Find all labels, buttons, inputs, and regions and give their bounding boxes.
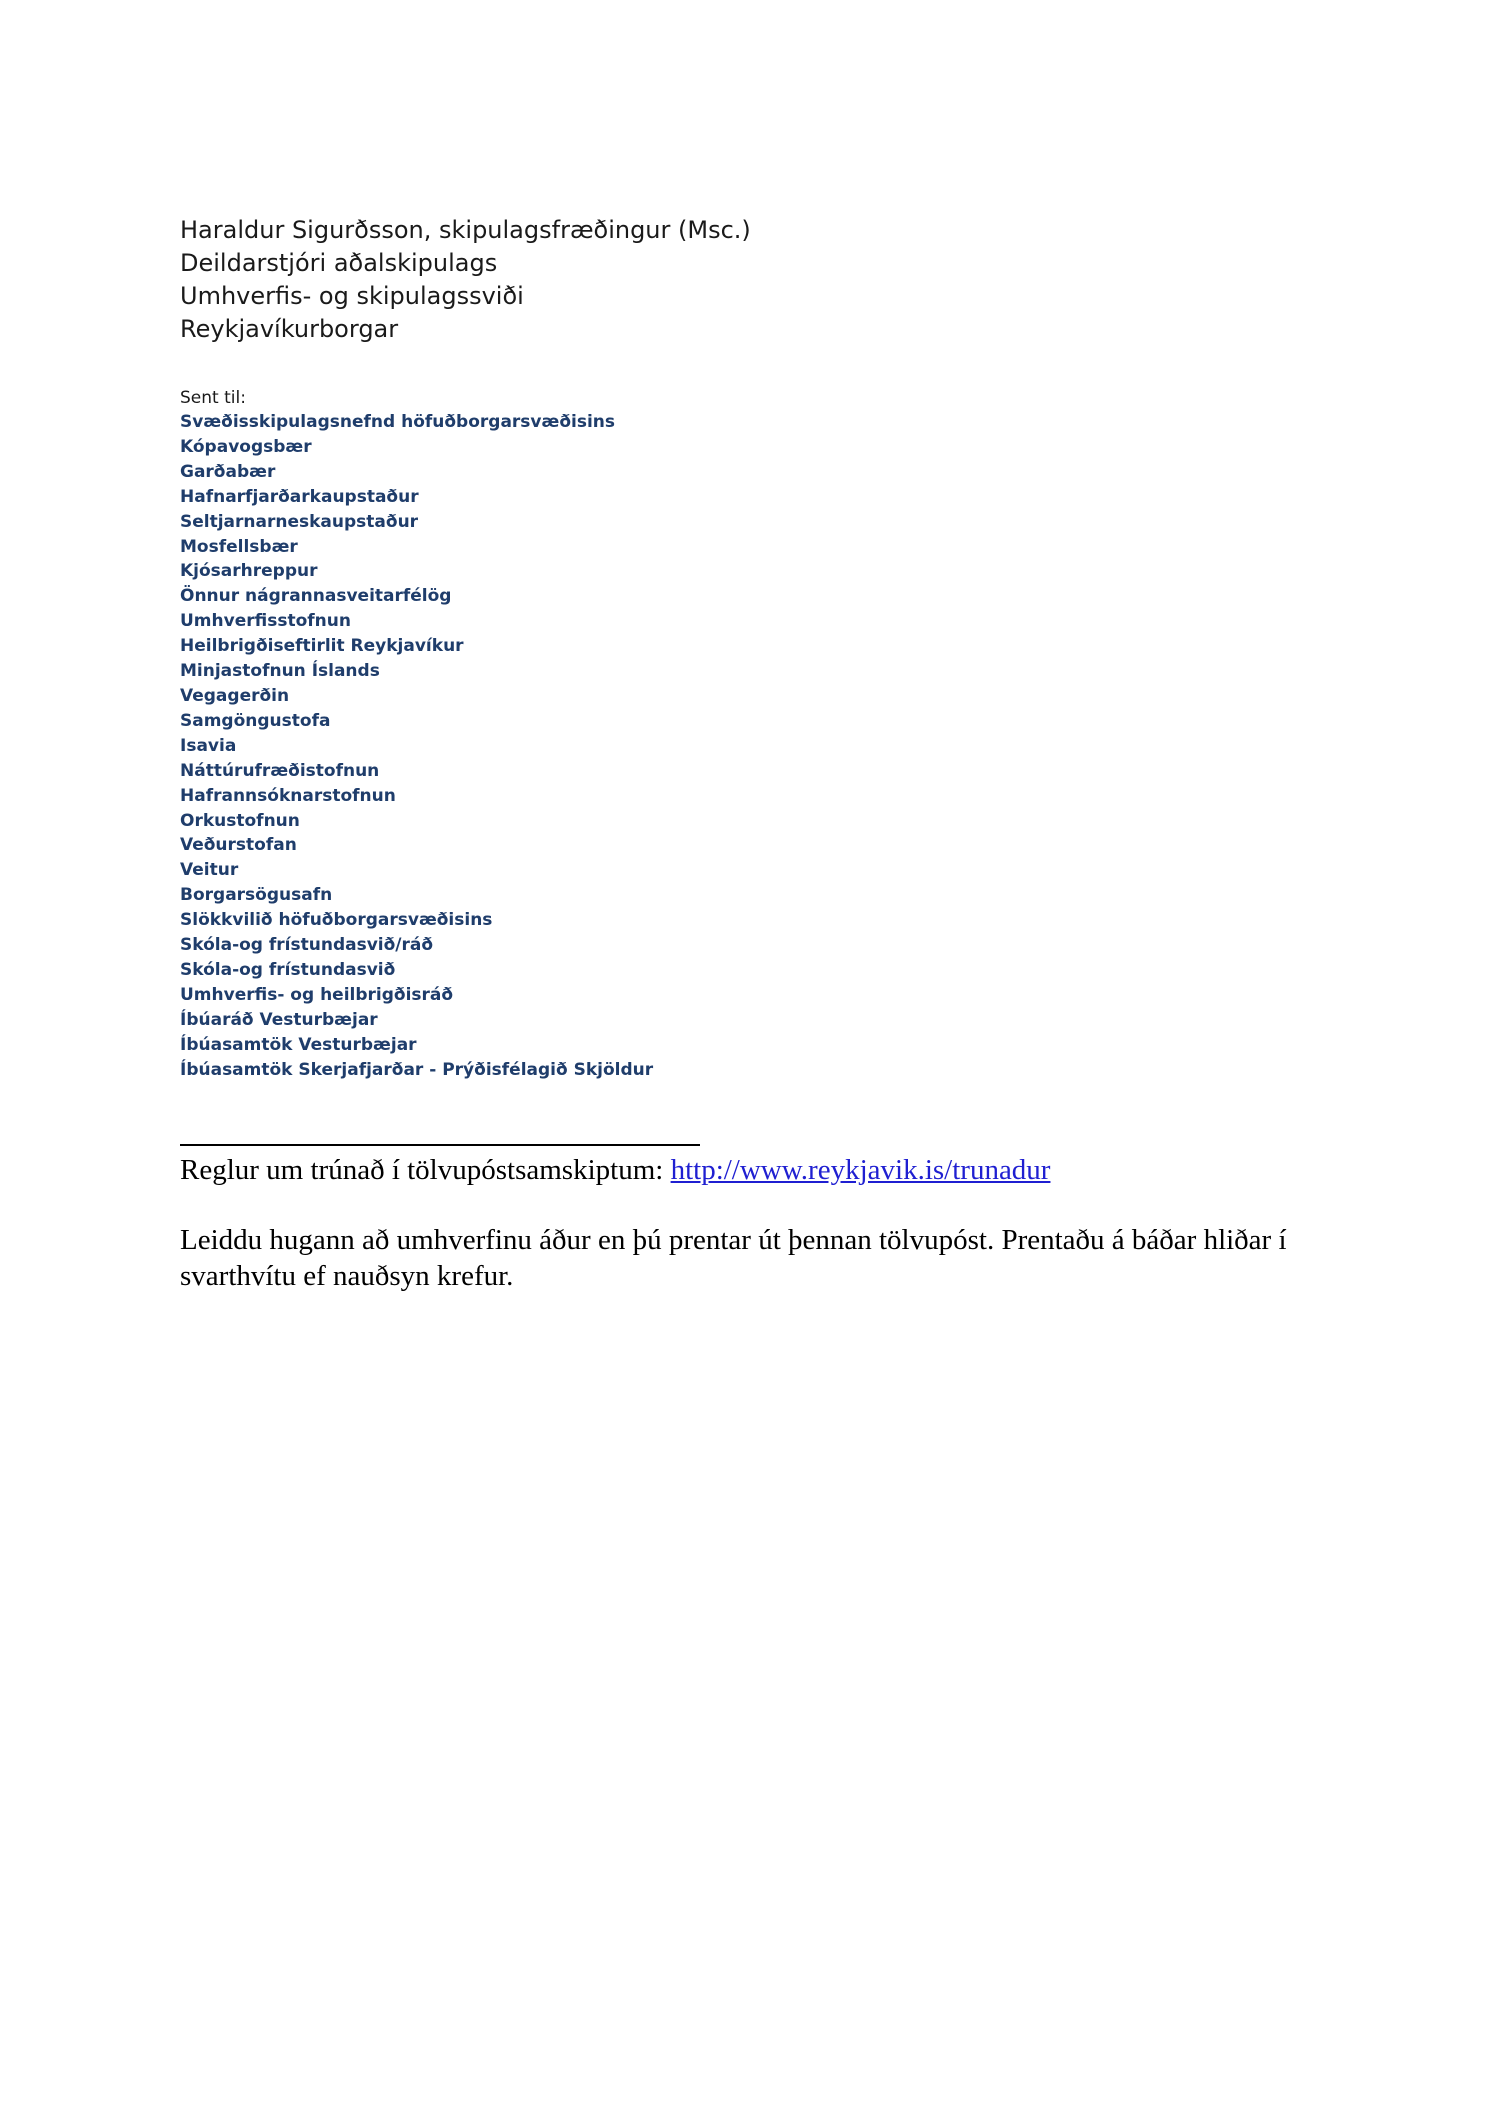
recipient-item: Garðabær <box>180 461 276 482</box>
footer-divider <box>180 1144 700 1146</box>
email-footer <box>180 1108 1360 1294</box>
recipient-item: Skóla-og frístundasvið/ráð <box>180 935 434 956</box>
recipient-item: Mosfellsbær <box>180 536 298 557</box>
recipient-item: Borgarsögusafn <box>180 885 333 906</box>
recipient-item: Hafnarfjarðarkaupstaður <box>180 486 419 507</box>
confidentiality-line <box>180 1152 1360 1188</box>
recipient-item: Veitur <box>180 860 239 881</box>
signature-position: Deildarstjóri aðalskipulags <box>180 249 498 277</box>
confidentiality-link[interactable]: http://www.reykjavik.is/trunadur <box>670 1154 1051 1186</box>
recipient-item: Íbúasamtök Skerjafjarðar - Prýðisfélagið Skjöldur <box>180 1059 654 1080</box>
recipient-item: Svæðisskipulagsnefnd höfuðborgarsvæðisins <box>180 412 615 432</box>
recipient-item: Íbúaráð Vesturbæjar <box>180 1009 378 1030</box>
recipient-item: Kjósarhreppur <box>180 561 318 582</box>
recipient-item: Minjastofnun Íslands <box>180 661 380 682</box>
recipient-item: Hafrannsóknarstofnun <box>180 785 396 806</box>
sent-to-label: Sent til: <box>180 388 246 408</box>
environment-note: Leiddu hugann að umhverfinu áður en þú prentar út þennan tölvupóst. Prentaðu á báðar hliðar í svarthvítu ef nauðsyn krefur. <box>180 1224 1287 1292</box>
recipient-item: Önnur nágrannasveitarfélög <box>180 586 452 607</box>
confidentiality-text: Reglur um trúnað í tölvupóstsamskiptum: <box>180 1154 671 1186</box>
recipient-list <box>180 410 653 1082</box>
signature-name: Haraldur Sigurðsson, skipulagsfræðingur (Msc.) <box>180 216 751 244</box>
recipient-item: Umhverfis- og heilbrigðisráð <box>180 984 454 1005</box>
recipient-item: Umhverfisstofnun <box>180 611 351 632</box>
recipient-item: Heilbrigðiseftirlit Reykjavíkur <box>180 636 464 657</box>
recipient-item: Veðurstofan <box>180 835 297 856</box>
recipients-block <box>180 386 653 1082</box>
recipient-item: Seltjarnarneskaupstaður <box>180 511 419 532</box>
signature-department: Umhverfis- og skipulagssviði <box>180 282 524 310</box>
recipient-item: Náttúrufræðistofnun <box>180 760 380 781</box>
recipient-item: Slökkvilið höfuðborgarsvæðisins <box>180 910 493 931</box>
recipient-item: Isavia <box>180 735 237 756</box>
recipient-item: Skóla-og frístundasvið <box>180 959 396 980</box>
recipient-item: Orkustofnun <box>180 810 300 831</box>
signature-block <box>180 214 751 346</box>
recipient-item: Samgöngustofa <box>180 710 331 731</box>
recipient-item: Vegagerðin <box>180 685 290 706</box>
signature-organization: Reykjavíkurborgar <box>180 315 399 343</box>
recipient-item: Íbúasamtök Vesturbæjar <box>180 1034 417 1055</box>
recipient-item: Kópavogsbær <box>180 436 312 457</box>
